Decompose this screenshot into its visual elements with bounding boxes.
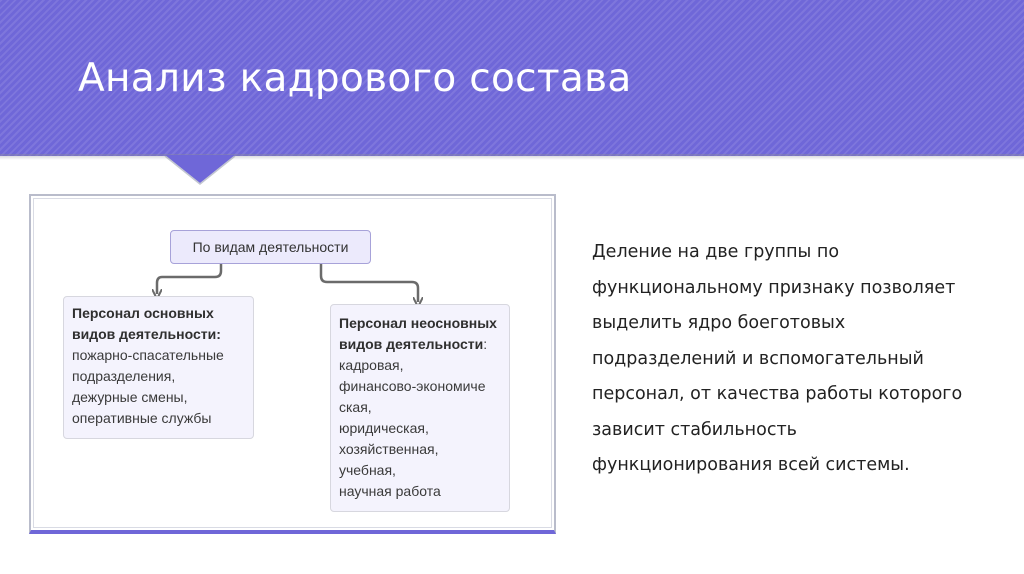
description-line: функционирования всей системы.: [592, 455, 910, 475]
description-line: зависит стабильность: [592, 419, 797, 440]
slide-title: Анализ кадрового состава: [78, 56, 632, 101]
node-support-item: ская,: [339, 399, 372, 415]
node-support-title-1: Персонал неосновных: [339, 315, 497, 331]
node-support-item: юридическая,: [339, 420, 429, 436]
description-line: функциональному признаку позволяет: [592, 277, 956, 298]
node-support-item: финансово-экономиче: [339, 378, 486, 394]
node-core-title-2: видов деятельности:: [72, 326, 221, 342]
node-support-item: научная работа: [339, 483, 441, 499]
description-text: [592, 235, 992, 484]
node-support-title-2-suffix: :: [483, 336, 488, 352]
node-support-item: хозяйственная,: [339, 441, 439, 457]
node-core-item: дежурные смены,: [72, 389, 188, 405]
description-line: Деление на две группы по: [592, 242, 840, 262]
node-support-item: кадровая,: [339, 357, 404, 373]
node-core-item: пожарно-спасательные: [72, 347, 224, 363]
node-core-item: оперативные службы: [72, 410, 212, 426]
description-line: выделить ядро боеготовых: [592, 313, 846, 333]
node-core-title-1: Персонал основных: [72, 305, 214, 321]
connector-right: [321, 264, 418, 302]
connector-left: [157, 264, 221, 294]
root-node: По видам деятельности: [170, 230, 371, 264]
description-line: подразделений и вспомогательный: [592, 348, 924, 369]
node-core-item: подразделения,: [72, 368, 176, 384]
node-support-item: учебная,: [339, 462, 396, 478]
node-support-title-2-bold: видов деятельности: [339, 336, 484, 352]
node-support-title-2: [339, 334, 501, 355]
node-core-personnel: [63, 296, 254, 439]
node-support-personnel: [330, 304, 510, 512]
description-line: персонал, от качества работы которого: [592, 384, 963, 404]
